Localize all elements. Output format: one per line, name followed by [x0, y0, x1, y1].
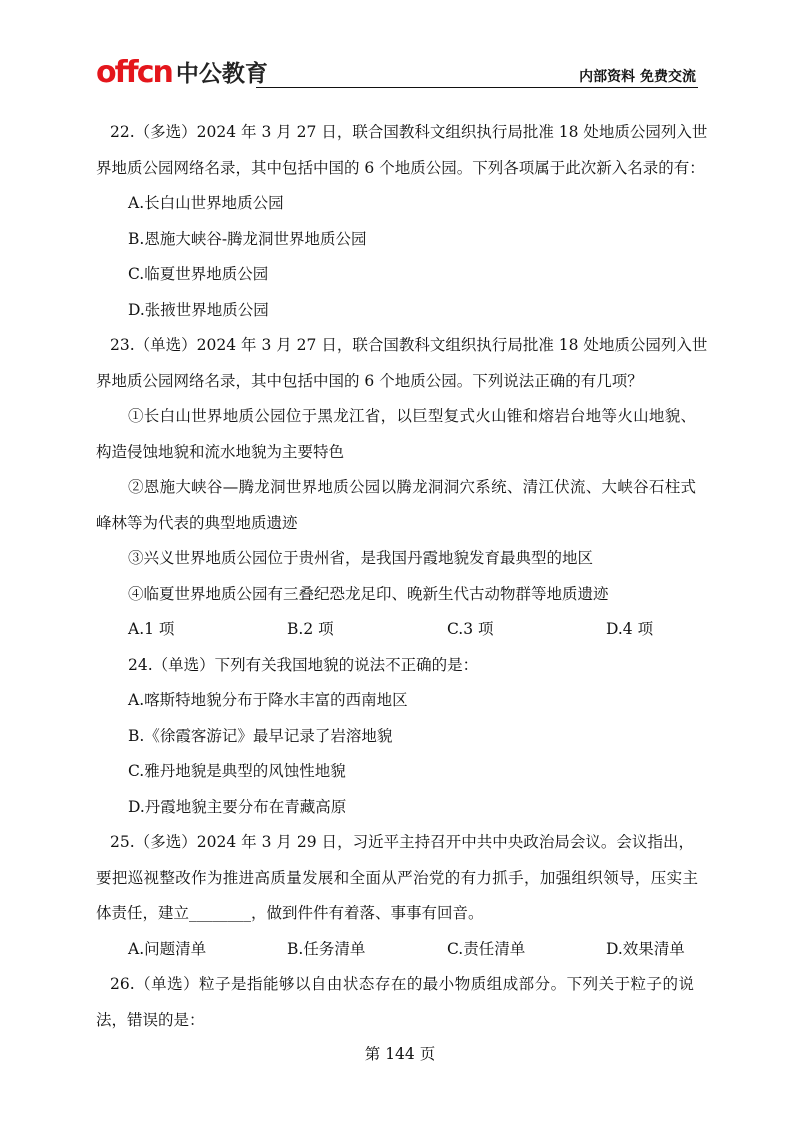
q26-stem-line1: 26.（单选）粒子是指能够以自由状态存在的最小物质组成部分。下列关于粒子的说	[110, 975, 694, 993]
q24-option-c: C.雅丹地貌是典型的风蚀性地貌	[128, 762, 346, 780]
q25-option-a: A.问题清单	[128, 940, 207, 958]
q26-stem-line2: 法，错误的是：	[96, 1011, 205, 1029]
q23-option-d: D.4 项	[606, 620, 654, 638]
q23-stem-line1: 23.（单选）2024 年 3 月 27 日，联合国教科文组织执行局批准 18 处地质公园列入世	[110, 336, 708, 354]
q23-statement-1-line1: ①长白山世界地质公园位于黑龙江省，以巨型复式火山锥和熔岩台地等火山地貌、	[128, 407, 696, 425]
q23-stem-line2: 界地质公园网络名录，其中包括中国的 6 个地质公园。下列说法正确的有几项？	[96, 372, 643, 390]
logo-latin-text: offcn	[96, 55, 172, 90]
q22-stem-line2: 界地质公园网络名录，其中包括中国的 6 个地质公园。下列各项属于此次新入名录的有：	[96, 159, 705, 177]
q23-statement-2-line1: ②恩施大峡谷—腾龙洞世界地质公园以腾龙洞洞穴系统、清江伏流、大峡谷石柱式	[128, 478, 696, 496]
q25-option-d: D.效果清单	[606, 940, 685, 958]
q22-option-c: C.临夏世界地质公园	[128, 265, 269, 283]
offcn-logo	[96, 55, 268, 90]
q23-statement-1-line2: 构造侵蚀地貌和流水地貌为主要特色	[96, 443, 345, 461]
q24-option-a: A.喀斯特地貌分布于降水丰富的西南地区	[128, 691, 408, 709]
q23-option-b: B.2 项	[287, 620, 334, 638]
q25-stem-line1: 25.（多选）2024 年 3 月 29 日，习近平主持召开中共中央政治局会议。会议指出，	[110, 833, 694, 851]
q25-stem-line2: 要把巡视整改作为推进高质量发展和全面从严治党的有力抓手，加强组织领导，压实主	[96, 869, 698, 887]
q22-option-d: D.张掖世界地质公园	[128, 301, 269, 319]
q24-option-d: D.丹霞地貌主要分布在青藏高原	[128, 798, 347, 816]
q23-statement-3: ③兴义世界地质公园位于贵州省，是我国丹霞地貌发育最典型的地区	[128, 549, 594, 567]
page-number: 第 144 页	[364, 1045, 436, 1063]
header-divider	[256, 87, 698, 88]
page-header	[96, 55, 698, 90]
q23-option-c: C.3 项	[447, 620, 494, 638]
q25-option-b: B.任务清单	[287, 940, 366, 958]
header-right-label: 内部资料 免费交流	[579, 69, 696, 85]
logo-chinese-text: 中公教育	[175, 61, 268, 87]
q22-stem-line1: 22.（多选）2024 年 3 月 27 日，联合国教科文组织执行局批准 18 处地质公园列入世	[110, 123, 708, 141]
q24-option-b: B.《徐霞客游记》最早记录了岩溶地貌	[128, 727, 393, 745]
q23-statement-4: ④临夏世界地质公园有三叠纪恐龙足印、晚新生代古动物群等地质遗迹	[128, 585, 609, 603]
q23-statement-2-line2: 峰林等为代表的典型地质遗迹	[96, 514, 298, 532]
q25-option-c: C.责任清单	[447, 940, 526, 958]
q22-option-a: A.长白山世界地质公园	[128, 194, 284, 212]
q22-option-b: B.恩施大峡谷-腾龙洞世界地质公园	[128, 230, 367, 248]
q23-option-a: A.1 项	[128, 620, 175, 638]
q25-stem-line3: 体责任，建立________，做到件件有着落、事事有回音。	[96, 904, 484, 922]
q24-stem: 24.（单选）下列有关我国地貌的说法不正确的是：	[128, 656, 479, 674]
